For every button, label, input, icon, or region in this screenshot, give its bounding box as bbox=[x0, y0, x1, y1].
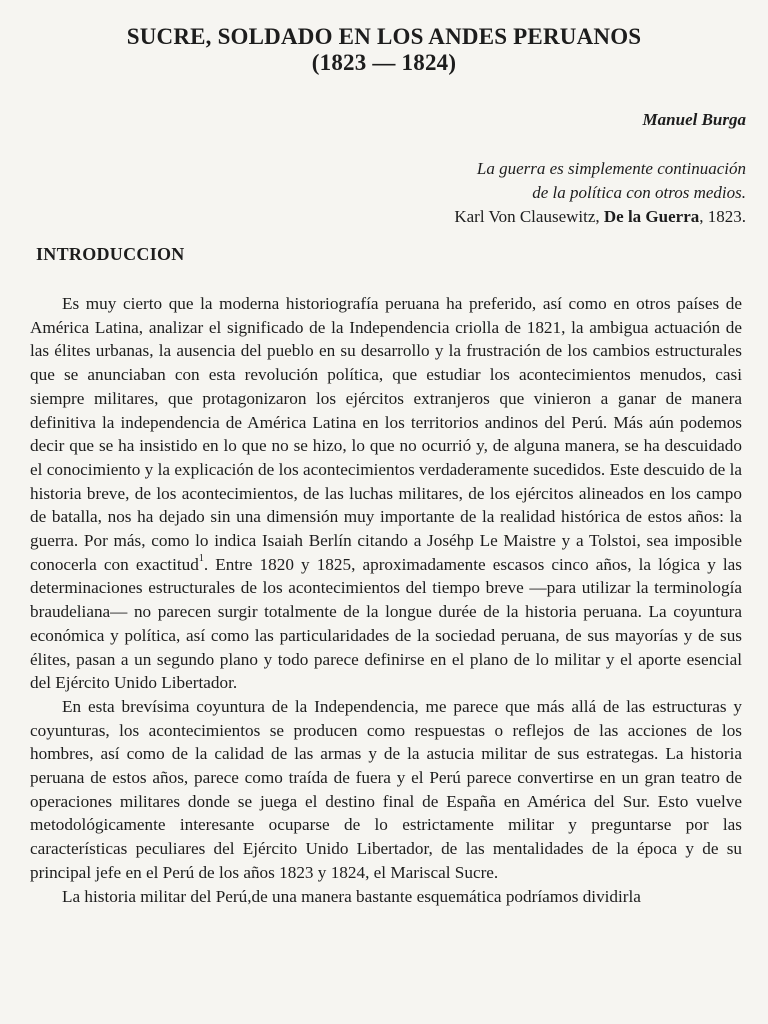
article-body bbox=[30, 292, 742, 909]
paragraph-1-part-1: Es muy cierto que la moderna historiografía peruana ha preferido, así como en otros países de América Latina, analizar el significado de la Independencia criolla de 1821, la ambigua actuación de las élites urbanas, la ausencia del pueblo en su desarrollo y la frustración de los cambios estructurales que se anunciaban con esta revolución política, que estudiar los acontecimientos menudos, casi siempre militares, que protagonizaron los ejércitos extranjeros que vinieron a ganar de manera definitiva la independencia de América Latina en los territorios andinos del Perú. Más aún podemos decir que se ha insistido en lo que no se hizo, lo que no ocurrió y, de alguna manera, se ha descuidado el conocimiento y la explicación de los acontecimientos verdaderamente sucedidos. Este descuido de la historia breve, de los acontecimientos, de las luchas militares, de los ejércitos alineados en los campo de batalla, nos ha dejado sin una dimensión muy importante de la realidad histórica de estos años: la guerra. Por más, como lo indica Isaiah Berlín citando a Joséhp Le Maistre y a Tolstoi, sea imposible conocerla con exactitud bbox=[30, 294, 742, 574]
paragraph-2: En esta brevísima coyuntura de la Independencia, me parece que más allá de las estructuras y coyunturas, los acontecimientos se producen como respuestas o reflejos de las acciones de los hombres, así como de la calidad de las armas y de la astucia militar de sus estrategas. La historia peruana de estos años, parece como traída de fuera y el Perú parece convertirse en un gran teatro de operaciones militares donde se juega el destino final de España en América del Sur. Esto vuelve metodológicamente interesante ocuparse de lo estrictamente militar y preguntarse por las características peculiares del Ejército Unido Libertador, de las mentalidades de la época y de su principal jefe en el Perú de los años 1823 y 1824, el Mariscal Sucre. bbox=[30, 696, 742, 882]
epigraph-source-work: De la Guerra bbox=[603, 207, 700, 226]
epigraph-source bbox=[454, 205, 746, 229]
epigraph-quote-line-2: de la política con otros medios. bbox=[532, 183, 746, 202]
footnote-reference: 1 bbox=[198, 553, 204, 564]
epigraph-quote-line-1: La guerra es simplemente continuación bbox=[476, 159, 746, 178]
article-title-line-1: SUCRE, SOLDADO EN LOS ANDES PERUANOS bbox=[126, 24, 642, 49]
section-heading: INTRODUCCION bbox=[36, 244, 185, 264]
paragraph-1-part-2: . Entre 1820 y 1825, aproximadamente escasos cinco años, la lógica y las determinaciones estructurales de los acontecimientos del tiempo breve —para utilizar la terminología braudeliana— no parecen surgir totalmente de la longue durée de la historia peruana. La coyuntura económica y política, así como las particularidades de la sociedad peruana, de sus mayorías y de sus élites, pasan a un segundo plano y todo parece definirse en el plano de lo militar y el aporte esencial del Ejército Unido Libertador. bbox=[30, 554, 742, 693]
article-title-line-2: (1823 — 1824) bbox=[311, 50, 457, 75]
paragraph-1 bbox=[30, 292, 742, 695]
epigraph-source-year: , 1823. bbox=[699, 207, 746, 226]
epigraph bbox=[454, 157, 746, 229]
epigraph-source-author: Karl Von Clausewitz, bbox=[454, 207, 600, 226]
paragraph-3: La historia militar del Perú,de una manera bastante esquemática podríamos dividirla bbox=[62, 886, 641, 906]
author-name: Manuel Burga bbox=[642, 110, 746, 129]
